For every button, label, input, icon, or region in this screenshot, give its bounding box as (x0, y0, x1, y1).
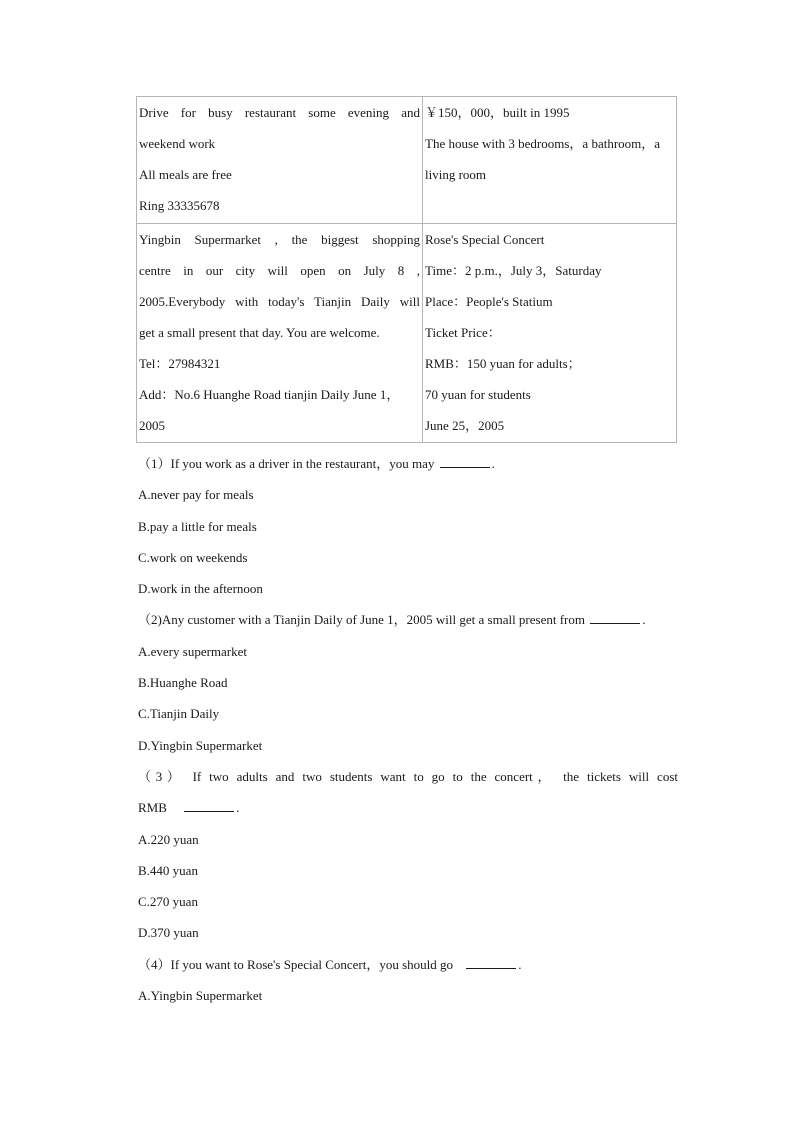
question-stem (138, 448, 678, 479)
ads-row (137, 97, 677, 224)
option-item[interactable]: D.370 yuan (138, 925, 199, 941)
option-item[interactable]: C.Tianjin Daily (138, 706, 220, 722)
question-stem (138, 604, 678, 635)
question-text: RMB (138, 800, 167, 816)
option-item[interactable]: A.every supermarket (138, 643, 248, 659)
ad-supermarket (137, 224, 423, 443)
answer-blank[interactable] (466, 955, 516, 969)
ad-line: get a small present that day. You are welcome. (139, 325, 380, 340)
option-item[interactable]: A.never pay for meals (138, 487, 254, 503)
ad-line: living room (425, 167, 487, 182)
option-item[interactable]: D.Yingbin Supermarket (138, 737, 263, 753)
ad-line: June 25，2005 (425, 418, 505, 433)
ad-concert (423, 224, 677, 443)
question-text: （1）If you work as a driver in the restaurant，you may (138, 456, 435, 471)
answer-blank[interactable] (590, 610, 640, 624)
question-stem-continued (138, 792, 678, 823)
ad-line: Yingbin Supermarket , the biggest shopping (139, 232, 420, 247)
question-end: . (518, 956, 522, 972)
ad-line: Place：People's Statium (425, 294, 553, 309)
ad-line: 70 yuan for students (425, 387, 531, 402)
question-text: （4）If you want to Rose's Special Concert，you should go (138, 956, 454, 972)
question-end: . (491, 456, 495, 471)
option-item[interactable]: C.270 yuan (138, 894, 198, 910)
option-item[interactable]: B.440 yuan (138, 862, 198, 878)
ad-line: Time：2 p.m.，July 3，Saturday (425, 263, 602, 278)
question-stem (138, 949, 678, 980)
option-item[interactable]: A.Yingbin Supermarket (138, 988, 263, 1004)
ad-line: Ring 33335678 (139, 198, 220, 213)
option-item[interactable]: A.220 yuan (138, 831, 199, 847)
ads-table (136, 96, 677, 443)
answer-blank[interactable] (184, 798, 234, 812)
ad-line: Drive for busy restaurant some evening and (139, 105, 420, 120)
ad-line: Tel：27984321 (139, 356, 221, 371)
ad-driver-job (137, 97, 423, 224)
ad-house-sale (423, 97, 677, 224)
ad-line: weekend work (139, 136, 216, 151)
question-end: . (236, 800, 240, 816)
question-stem: （3） If two adults and two students want to go to the concert， the tickets will cost (138, 768, 678, 784)
ad-line: All meals are free (139, 167, 232, 182)
ad-line: The house with 3 bedrooms，a bathroom，a (425, 136, 661, 151)
ad-line: ￥150，000，built in 1995 (425, 105, 570, 120)
ads-row (137, 224, 677, 443)
question-text: （2)Any customer with a Tianjin Daily of June 1，2005 will get a small present from (138, 612, 585, 628)
ad-line: Add：No.6 Huanghe Road tianjin Daily June 1， (139, 387, 400, 402)
option-item[interactable]: C.work on weekends (138, 549, 248, 565)
option-item[interactable]: B.Huanghe Road (138, 675, 228, 691)
ad-line: 2005 (139, 418, 165, 433)
ad-line: centre in our city will open on July 8 , (139, 263, 420, 278)
ad-line: 2005.Everybody with today's Tianjin Daily will (139, 294, 420, 309)
option-item[interactable]: D.work in the afternoon (138, 581, 263, 597)
ad-line: Rose's Special Concert (425, 232, 545, 247)
answer-blank[interactable] (440, 454, 490, 468)
ad-line: Ticket Price： (425, 325, 501, 340)
question-end: . (642, 612, 646, 628)
questions-section (138, 448, 678, 1011)
option-item[interactable]: B.pay a little for meals (138, 518, 257, 534)
ad-line: RMB：150 yuan for adults； (425, 356, 581, 371)
